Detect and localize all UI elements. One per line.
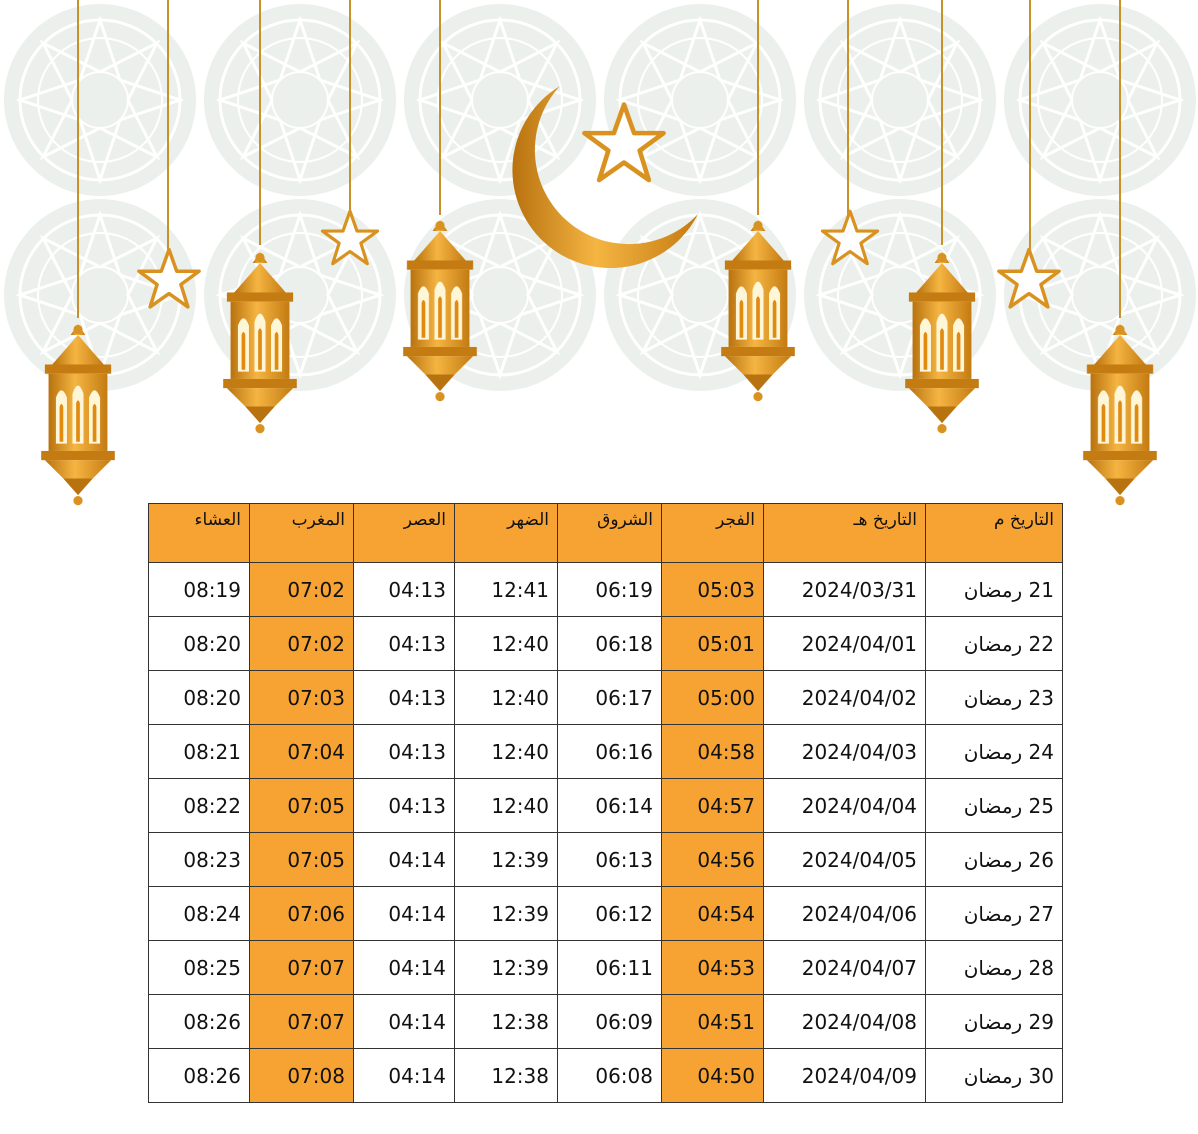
dhuhr-cell: 12:38 xyxy=(455,1049,558,1103)
maghrib-cell: 07:05 xyxy=(250,779,354,833)
isha-cell: 08:20 xyxy=(149,617,250,671)
maghrib-cell: 07:02 xyxy=(250,563,354,617)
sunrise-cell: 06:13 xyxy=(558,833,662,887)
asr-cell: 04:13 xyxy=(354,617,455,671)
table-row xyxy=(149,887,1063,941)
header-asr: العصر xyxy=(354,504,455,563)
maghrib-cell: 07:08 xyxy=(250,1049,354,1103)
sunrise-cell: 06:11 xyxy=(558,941,662,995)
asr-cell: 04:13 xyxy=(354,779,455,833)
maghrib-cell: 07:02 xyxy=(250,617,354,671)
background-pattern xyxy=(4,4,1196,391)
asr-cell: 04:14 xyxy=(354,1049,455,1103)
dhuhr-cell: 12:41 xyxy=(455,563,558,617)
fajr-cell: 04:53 xyxy=(662,941,764,995)
asr-cell: 04:13 xyxy=(354,725,455,779)
maghrib-cell: 07:04 xyxy=(250,725,354,779)
date-cell: 2024/04/09 xyxy=(764,1049,926,1103)
table-row xyxy=(149,1049,1063,1103)
table-row xyxy=(149,833,1063,887)
asr-cell: 04:13 xyxy=(354,671,455,725)
date-cell: 2024/04/08 xyxy=(764,995,926,1049)
isha-cell: 08:25 xyxy=(149,941,250,995)
sunrise-cell: 06:09 xyxy=(558,995,662,1049)
asr-cell: 04:14 xyxy=(354,941,455,995)
table-body xyxy=(149,563,1063,1103)
isha-cell: 08:22 xyxy=(149,779,250,833)
date-cell: 2024/04/04 xyxy=(764,779,926,833)
header-hijri-date: التاريخ هـ xyxy=(764,504,926,563)
day-cell: 27 رمضان xyxy=(926,887,1063,941)
maghrib-cell: 07:05 xyxy=(250,833,354,887)
fajr-cell: 05:01 xyxy=(662,617,764,671)
asr-cell: 04:14 xyxy=(354,995,455,1049)
sunrise-cell: 06:17 xyxy=(558,671,662,725)
isha-cell: 08:20 xyxy=(149,671,250,725)
header-dhuhr: الضهر xyxy=(455,504,558,563)
sunrise-cell: 06:19 xyxy=(558,563,662,617)
asr-cell: 04:14 xyxy=(354,887,455,941)
table-row xyxy=(149,563,1063,617)
isha-cell: 08:21 xyxy=(149,725,250,779)
header-fajr: الفجر xyxy=(662,504,764,563)
maghrib-cell: 07:06 xyxy=(250,887,354,941)
isha-cell: 08:26 xyxy=(149,1049,250,1103)
day-cell: 28 رمضان xyxy=(926,941,1063,995)
fajr-cell: 04:54 xyxy=(662,887,764,941)
dhuhr-cell: 12:39 xyxy=(455,833,558,887)
dhuhr-cell: 12:40 xyxy=(455,725,558,779)
date-cell: 2024/03/31 xyxy=(764,563,926,617)
sunrise-cell: 06:08 xyxy=(558,1049,662,1103)
ramadan-decoration xyxy=(0,0,1198,520)
dhuhr-cell: 12:40 xyxy=(455,671,558,725)
dhuhr-cell: 12:39 xyxy=(455,887,558,941)
fajr-cell: 04:51 xyxy=(662,995,764,1049)
maghrib-cell: 07:03 xyxy=(250,671,354,725)
sunrise-cell: 06:18 xyxy=(558,617,662,671)
table-row xyxy=(149,725,1063,779)
fajr-cell: 04:56 xyxy=(662,833,764,887)
dhuhr-cell: 12:38 xyxy=(455,995,558,1049)
isha-cell: 08:26 xyxy=(149,995,250,1049)
maghrib-cell: 07:07 xyxy=(250,941,354,995)
date-cell: 2024/04/07 xyxy=(764,941,926,995)
day-cell: 29 رمضان xyxy=(926,995,1063,1049)
date-cell: 2024/04/02 xyxy=(764,671,926,725)
day-cell: 24 رمضان xyxy=(926,725,1063,779)
table-row xyxy=(149,617,1063,671)
header-isha: العشاء xyxy=(149,504,250,563)
sunrise-cell: 06:14 xyxy=(558,779,662,833)
fajr-cell: 05:03 xyxy=(662,563,764,617)
asr-cell: 04:14 xyxy=(354,833,455,887)
day-cell: 22 رمضان xyxy=(926,617,1063,671)
day-cell: 25 رمضان xyxy=(926,779,1063,833)
dhuhr-cell: 12:40 xyxy=(455,779,558,833)
dhuhr-cell: 12:39 xyxy=(455,941,558,995)
fajr-cell: 04:57 xyxy=(662,779,764,833)
maghrib-cell: 07:07 xyxy=(250,995,354,1049)
date-cell: 2024/04/06 xyxy=(764,887,926,941)
fajr-cell: 04:50 xyxy=(662,1049,764,1103)
table-row xyxy=(149,671,1063,725)
date-cell: 2024/04/01 xyxy=(764,617,926,671)
table-header-row xyxy=(149,504,1063,563)
fajr-cell: 04:58 xyxy=(662,725,764,779)
day-cell: 26 رمضان xyxy=(926,833,1063,887)
day-cell: 30 رمضان xyxy=(926,1049,1063,1103)
dhuhr-cell: 12:40 xyxy=(455,617,558,671)
fajr-cell: 05:00 xyxy=(662,671,764,725)
header-gregorian-date: التاريخ م xyxy=(926,504,1063,563)
header-maghrib: المغرب xyxy=(250,504,354,563)
table-row xyxy=(149,941,1063,995)
isha-cell: 08:23 xyxy=(149,833,250,887)
prayer-times-table xyxy=(148,503,1063,1103)
header-sunrise: الشروق xyxy=(558,504,662,563)
sunrise-cell: 06:16 xyxy=(558,725,662,779)
isha-cell: 08:24 xyxy=(149,887,250,941)
isha-cell: 08:19 xyxy=(149,563,250,617)
date-cell: 2024/04/03 xyxy=(764,725,926,779)
date-cell: 2024/04/05 xyxy=(764,833,926,887)
day-cell: 21 رمضان xyxy=(926,563,1063,617)
day-cell: 23 رمضان xyxy=(926,671,1063,725)
asr-cell: 04:13 xyxy=(354,563,455,617)
sunrise-cell: 06:12 xyxy=(558,887,662,941)
table-row xyxy=(149,779,1063,833)
table-row xyxy=(149,995,1063,1049)
